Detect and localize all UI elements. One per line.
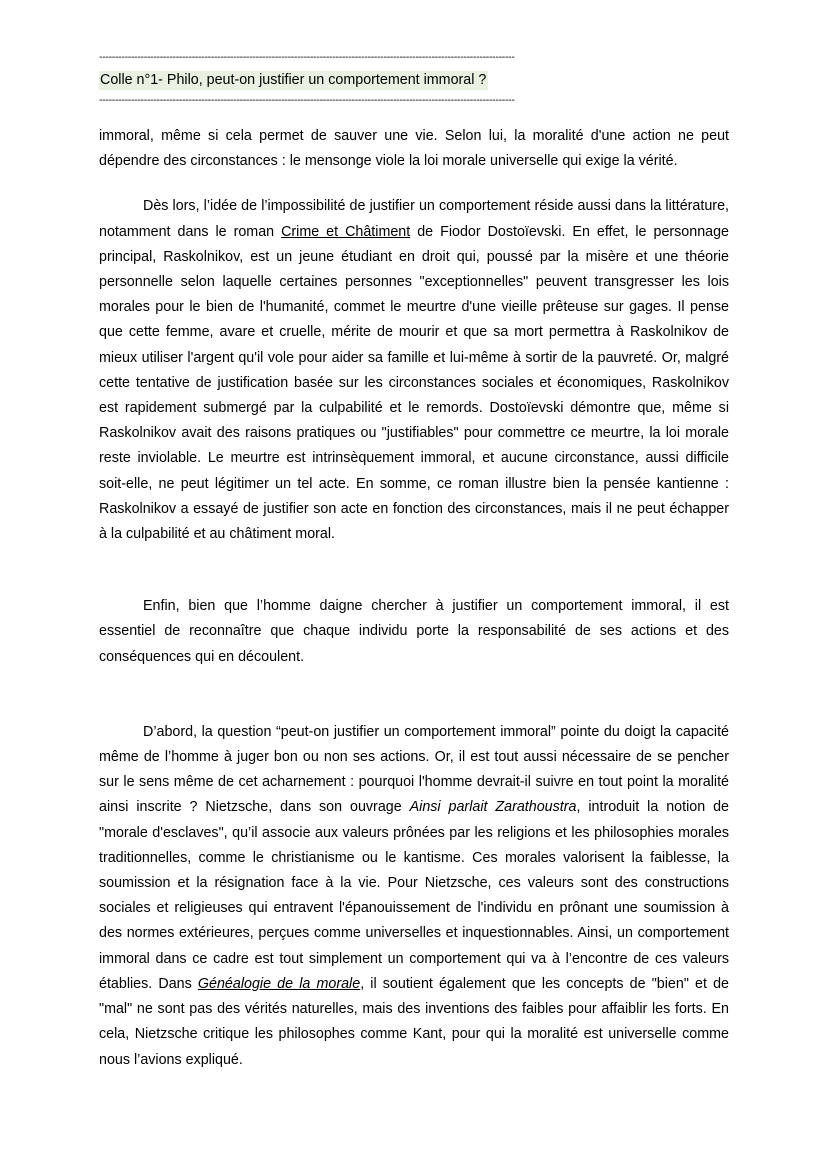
document-body [99,124,729,1073]
paragraph-gap [99,174,729,194]
text-run: immoral, même si cela permet de sauver une vie. Selon lui, la moralité d'une action ne peut dépendre des circonstances : le mensonge viole la loi morale universelle qui exige la vérité. [99,128,729,170]
work-title-italic-underline: Généalogie de la morale [197,975,361,992]
paragraph-nietzsche [99,720,729,1073]
text-run: D’abord, la question “peut-on justifier un comportement immoral” pointe du doigt la capacité même de l’homme à juger bon ou non ses actions. Or, il est tout aussi nécessaire de se pencher sur le sens même de cet acharnement : pourquoi l'homme devrait-il suivre en tout point la moralité ainsi inscrite ? Nietzsche, dans son ouvrage [99,723,729,816]
separator-top: ---------------------------------------------------------------------------------------------------------------------------------- [99,52,515,63]
text-run: , introduit la notion de "morale d'esclaves", qu’il associe aux valeurs prônées par les religions et les philosophies morales traditionnelles, comme le christianisme ou le kantisme. Ces morales valorisent la faiblesse, la soumission et la résignation face à la vie. Pour Nietzsche, ces valeurs sont des constructions sociales et religieuses qui entravent l'épanouissement de l'individu en prônant une soumission à des normes extérieures, perçues comme universelles et inquestionnables. Ainsi, un comportement immoral dans ce cadre est tout simplement un comportement qui va à l’encontre de ces valeurs établies. Dans [99,799,729,992]
work-title-italic: Ainsi parlait Zarathoustra [409,799,577,816]
paragraph-gap [99,670,729,720]
text-run: Enfin, bien que l’homme daigne chercher à justifier un comportement immoral, il est essentiel de reconnaître que chaque individu porte la responsabilité de ses actions et des conséquences qui en découlent. [99,598,729,665]
work-title-underline: Crime et Châtiment [281,223,411,240]
text-run: de Fiodor Dostoïevski. En effet, le personnage principal, Raskolnikov, est un jeune étudiant en droit qui, poussé par la misère et une théorie personnelle selon laquelle certaines personnes "exceptionnelles" peuvent transgresser les lois morales pour le bien de l'humanité, commet le meurtre d'une vieille prêteuse sur gages. Il pense que cette femme, avare et cruelle, mérite de mourir et que sa mort permettra à Raskolnikov de mieux utiliser l'argent qu'il vole pour aider sa famille et lui-même à sortir de la pauvreté. Or, malgré cette tentative de justification basée sur les circonstances sociales et économiques, Raskolnikov est rapidement submergé par la culpabilité et le remords. Dostoïevski démontre que, même si Raskolnikov avait des raisons pratiques ou "justifiables" pour commettre ce meurtre, la loi morale reste inviolable. Le meurtre est intrinsèquement immoral, et aucune circonstance, aussi difficile soit-elle, ne peut légitimer un tel acte. En somme, ce roman illustre bien la pensée kantienne : Raskolnikov a essayé de justifier son acte en fonction des circonstances, mais il ne peut échapper à la culpabilité et au châtiment moral. [99,223,730,543]
paragraph-dostoievski [99,194,729,547]
separator-bottom: ---------------------------------------------------------------------------------------------------------------------------------- [99,95,515,106]
text-run: Dès lors, l’idée de l’impossibilité de justifier un comportement réside aussi dans la littérature, notamment dans le roman [99,198,729,240]
paragraph-gap [99,547,729,594]
document-heading-text: Colle n°1- Philo, peut-on justifier un comportement immoral ? [100,72,487,88]
text-run: , il soutient également que les concepts de "bien" et de "mal" ne sont pas des vérités naturelles, mais des inventions des faibles pour affaiblir les forts. En cela, Nietzsche critique les philosophes comme Kant, pour qui la moralité est universelle comme nous l’avions expliqué. [99,975,729,1068]
document-heading [99,70,729,90]
paragraph-responsabilite [99,594,729,670]
paragraph-kant-continuation [99,124,729,174]
